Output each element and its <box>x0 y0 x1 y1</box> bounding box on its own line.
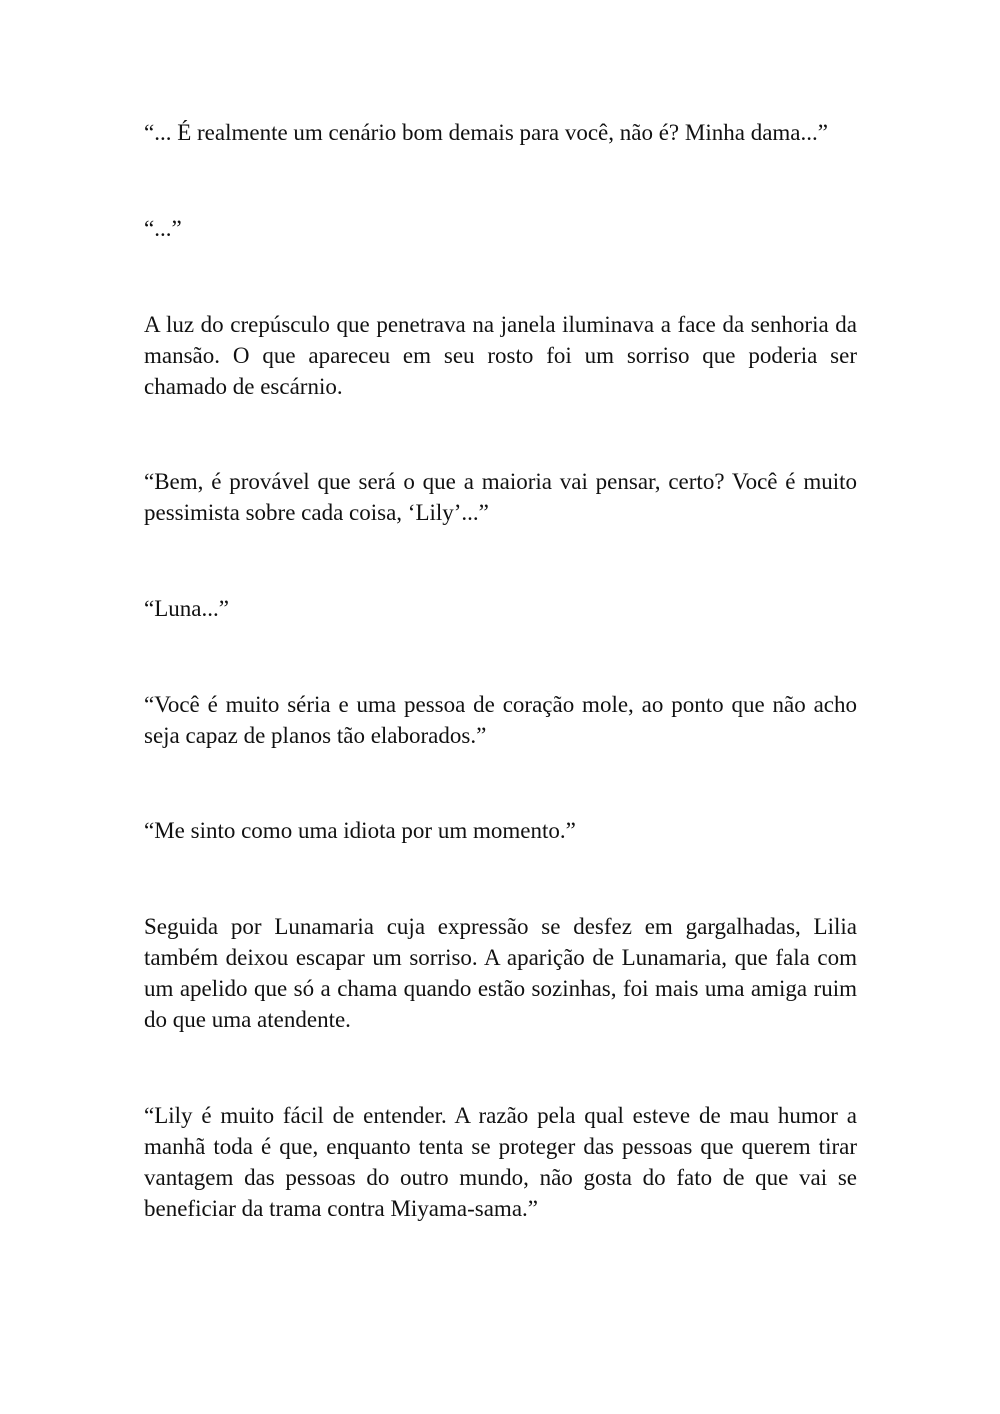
paragraph-8: Seguida por Lunamaria cuja expressão se desfez em gargalhadas, Lilia também deixou escapar um sorriso. A aparição de Lunamaria, que fala com um apelido que só a chama quando estão sozinhas, foi mais uma amiga ruim do que uma atendente. <box>144 914 857 1032</box>
paragraph-6: “Você é muito séria e uma pessoa de coração mole, ao ponto que não acho seja capaz de planos tão elaborados.” <box>144 692 857 748</box>
paragraph-3: A luz do crepúsculo que penetrava na janela iluminava a face da senhoria da mansão. O que apareceu em seu rosto foi um sorriso que poderia ser chamado de escárnio. <box>144 312 857 399</box>
paragraph-5: “Luna...” <box>144 596 229 621</box>
paragraph-1: “... É realmente um cenário bom demais para você, não é? Minha dama...” <box>144 120 828 145</box>
paragraph-4: “Bem, é provável que será o que a maioria vai pensar, certo? Você é muito pessimista sobre cada coisa, ‘Lily’...” <box>144 469 857 525</box>
paragraph-9: “Lily é muito fácil de entender. A razão pela qual esteve de mau humor a manhã toda é que, enquanto tenta se proteger das pessoas que querem tirar vantagem das pessoas do outro mundo, não gosta do fato de que vai se beneficiar da trama contra Miyama-sama.” <box>144 1103 857 1221</box>
paragraph-7: “Me sinto como uma idiota por um momento.” <box>144 818 576 843</box>
paragraph-2: “...” <box>144 216 182 241</box>
